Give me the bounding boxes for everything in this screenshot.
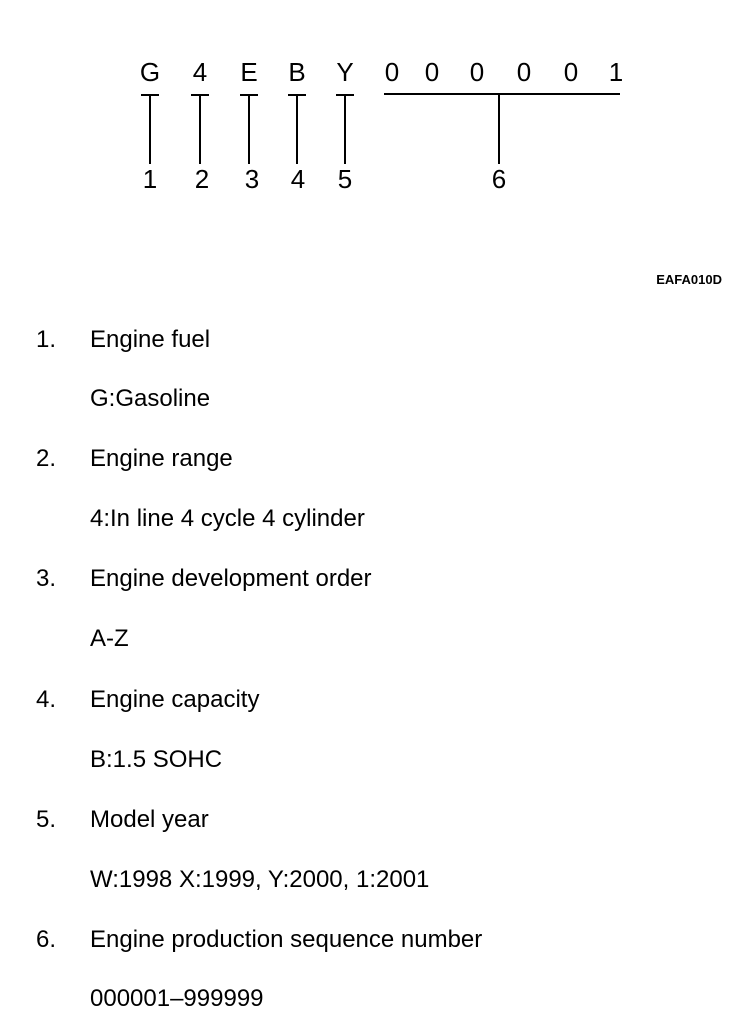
position-label: 3	[244, 164, 260, 194]
tick-stem	[296, 94, 298, 164]
code-sequence-digit: 0	[469, 57, 485, 87]
list-item-title: Engine fuel	[90, 326, 211, 353]
code-sequence-digit: 0	[516, 57, 532, 87]
code-sequence-digit: 0	[424, 57, 440, 87]
list-item-title: Engine capacity	[90, 686, 260, 713]
list-item-detail: 4:In line 4 cycle 4 cylinder	[90, 505, 365, 532]
list-item-number: 1.	[36, 326, 57, 353]
tick-stem	[199, 94, 201, 164]
list-item-number: 6.	[36, 926, 57, 953]
tick-stem	[149, 94, 151, 164]
code-char-model-year: Y	[336, 57, 354, 87]
position-label: 4	[290, 164, 306, 194]
tick-stem	[344, 94, 346, 164]
sequence-bracket-line	[384, 93, 620, 95]
code-char-fuel: G	[139, 57, 161, 87]
code-char-capacity: B	[288, 57, 306, 87]
code-sequence-digit: 0	[563, 57, 579, 87]
code-sequence-digit: 1	[608, 57, 624, 87]
list-item-detail: 000001–999999	[90, 985, 264, 1012]
engine-number-diagram	[0, 0, 752, 300]
position-label: 6	[491, 164, 507, 194]
list-item-detail: A-Z	[90, 625, 129, 652]
figure-code: EAFA010D	[656, 272, 722, 287]
code-char-range: 4	[192, 57, 208, 87]
list-item-detail: G:Gasoline	[90, 385, 211, 412]
list-item-title: Engine range	[90, 445, 233, 472]
list-item-number: 5.	[36, 806, 57, 833]
code-sequence-digit: 0	[384, 57, 400, 87]
list-item-number: 2.	[36, 445, 57, 472]
list-item-detail: B:1.5 SOHC	[90, 746, 223, 773]
list-item-title: Engine development order	[90, 565, 372, 592]
position-label: 5	[337, 164, 353, 194]
list-item-title: Engine production sequence number	[90, 926, 483, 953]
position-label: 2	[194, 164, 210, 194]
tick-stem	[248, 94, 250, 164]
sequence-bracket-stem	[498, 93, 500, 164]
list-item-title: Model year	[90, 806, 209, 833]
code-char-development-order: E	[240, 57, 258, 87]
list-item-number: 3.	[36, 565, 57, 592]
list-item-number: 4.	[36, 686, 57, 713]
list-item-detail: W:1998 X:1999, Y:2000, 1:2001	[90, 866, 430, 893]
position-label: 1	[142, 164, 158, 194]
